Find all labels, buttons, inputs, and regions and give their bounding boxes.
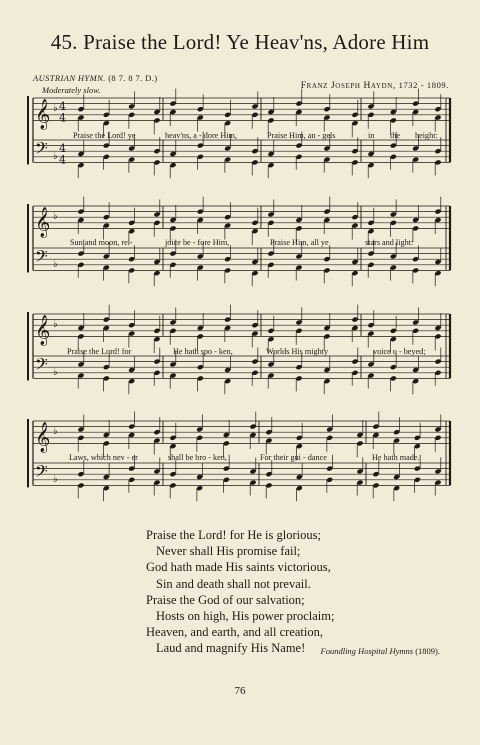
bass-clef: 𝄢 — [35, 137, 48, 162]
source-credit — [321, 646, 440, 656]
lyric-line: For their gui - dance — [260, 453, 327, 462]
tune-name-text: AUSTRIAN HYMN. — [33, 73, 106, 83]
lyric-line: shall be bro - ken, — [168, 453, 227, 462]
verse-line: Sin and death shall not prevail. — [156, 576, 311, 591]
treble-clef: 𝄞 — [35, 422, 51, 453]
source-name: Foundling Hospital Hymns — [320, 646, 414, 656]
flat-sign: ♭ — [53, 426, 58, 438]
verse-line: Never shall His promise fail; — [156, 544, 301, 559]
flat-sign: ♭ — [53, 103, 58, 115]
lyric-line: Praise Him, all ye — [270, 238, 329, 247]
lyric-line: Praise the Lord! for — [67, 347, 132, 356]
treble-clef: 𝄞 — [35, 207, 51, 238]
lyric-line: Worlds His mighty — [266, 347, 329, 356]
bass-clef: 𝄢 — [35, 245, 48, 270]
tempo-marking: Moderately slow. — [42, 85, 101, 95]
bass-clef: 𝄢 — [35, 460, 48, 485]
flat-sign: ♭ — [53, 473, 58, 485]
lyric-line: voice o - beyed; — [373, 347, 426, 356]
lyric-line: Praise Him, an - gels — [267, 131, 336, 140]
verse-line: Praise the Lord! for He is glorious; — [146, 528, 321, 542]
lyric-line: Praise the Lord! ye — [73, 131, 136, 140]
lyric-line: heav'ns, a - dore Him, — [165, 131, 237, 140]
lyric-line: Sun and moon, re - — [70, 238, 133, 247]
verse-line: Laud and magnify His Name! — [156, 641, 306, 656]
verse-line: Heaven, and earth, and all creation, — [146, 625, 323, 640]
source-year: (1809). — [415, 646, 440, 656]
lyric-line: the — [390, 131, 401, 140]
lyric-line: joice be - fore Him, — [165, 238, 230, 247]
composer-dates: 1732 - 1809. — [398, 80, 449, 90]
treble-clef: 𝄞 — [35, 315, 51, 346]
hymn-title: 45. Praise the Lord! Ye Heav'ns, Adore Him — [50, 30, 430, 54]
time-signature: 4 — [59, 153, 66, 167]
verse-line: God hath made His saints victorious, — [146, 560, 331, 575]
lyric-line: Laws, which nev - er — [69, 453, 138, 462]
lyric-line: stars and light: — [365, 238, 414, 247]
lyric-line: in — [368, 131, 375, 140]
flat-sign: ♭ — [53, 366, 58, 378]
flat-sign: ♭ — [53, 319, 58, 331]
flat-sign: ♭ — [53, 150, 58, 162]
composer-name: Franz Joseph Haydn, — [300, 81, 396, 91]
time-signature: 4 — [59, 111, 66, 125]
lyric-line: He hath spo - ken, — [173, 347, 233, 356]
verse-line: Hosts on high, His power proclaim; — [156, 609, 335, 624]
flat-sign: ♭ — [53, 258, 58, 270]
time-signature: 4 — [59, 142, 66, 156]
verse-text — [146, 527, 334, 657]
lyric-line: height: — [415, 131, 438, 140]
meter: (8 7. 8 7. D.) — [108, 73, 158, 83]
page-number: 76 — [234, 685, 246, 697]
treble-clef: 𝄞 — [35, 99, 51, 130]
time-signature: 4 — [59, 100, 66, 114]
lyric-line: He hath made. — [372, 453, 420, 462]
flat-sign: ♭ — [53, 211, 58, 223]
bass-clef: 𝄢 — [35, 353, 48, 378]
verse-line: Praise the God of our salvation; — [146, 592, 305, 607]
